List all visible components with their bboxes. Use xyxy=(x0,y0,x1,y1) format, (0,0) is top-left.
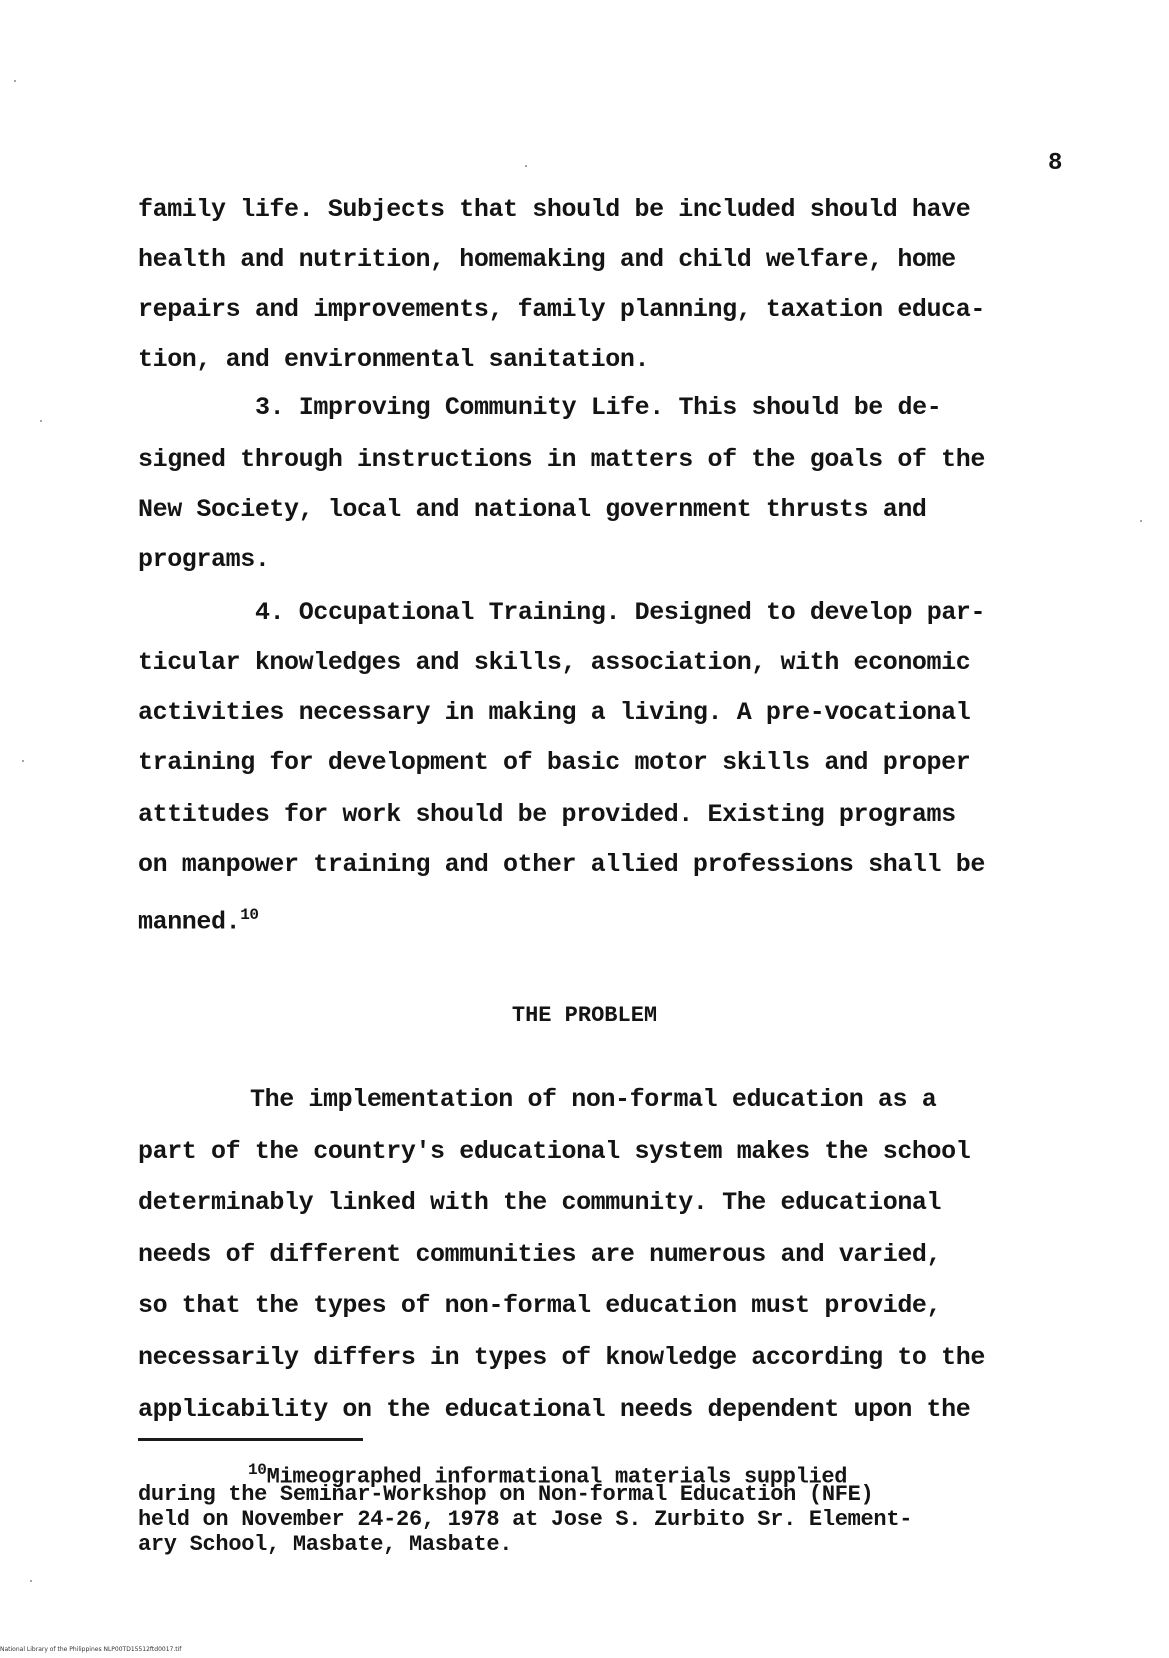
body-line: part of the country's educational system makes the school xyxy=(138,1137,971,1166)
body-line: New Society, local and national government thrusts and xyxy=(138,495,927,524)
scan-speck xyxy=(1140,520,1142,522)
footnote-divider xyxy=(138,1438,363,1441)
scan-speck xyxy=(525,165,527,167)
body-line: signed through instructions in matters of the goals of the xyxy=(138,445,985,474)
body-line: 3. Improving Community Life. This should be de- xyxy=(255,393,942,422)
scan-speck xyxy=(40,420,42,422)
body-line: tion, and environmental sanitation. xyxy=(138,345,650,374)
scan-speck xyxy=(30,1580,32,1582)
body-line: ticular knowledges and skills, association, with economic xyxy=(138,648,971,677)
body-line: determinably linked with the community. The educational xyxy=(138,1188,942,1217)
body-text: manned. xyxy=(138,907,241,937)
body-line: family life. Subjects that should be included should have xyxy=(138,195,971,224)
footnote-reference: 10 xyxy=(240,906,259,924)
body-line: so that the types of non-formal education must provide, xyxy=(138,1291,942,1320)
scan-speck xyxy=(14,80,16,82)
scan-label: National Library of the Philippines NLP00TD15512ftd0017.tif xyxy=(0,1646,182,1653)
footnote-number: 10 xyxy=(248,1461,267,1479)
body-line: attitudes for work should be provided. Existing programs xyxy=(138,800,956,829)
body-line: needs of different communities are numerous and varied, xyxy=(138,1240,942,1269)
footnote-line: held on November 24-26, 1978 at Jose S. Zurbito Sr. Element- xyxy=(138,1507,913,1532)
body-line: The implementation of non-formal education as a xyxy=(250,1085,937,1114)
body-line: activities necessary in making a living. A pre-vocational xyxy=(138,698,971,727)
body-line: training for development of basic motor skills and proper xyxy=(138,748,971,777)
body-line: 4. Occupational Training. Designed to develop par- xyxy=(255,598,986,627)
footnote-line: ary School, Masbate, Masbate. xyxy=(138,1532,513,1557)
section-heading: THE PROBLEM xyxy=(511,1003,658,1028)
body-line xyxy=(138,900,1058,937)
footnote-line: during the Seminar-Workshop on Non-formal Education (NFE) xyxy=(138,1482,874,1507)
page-number: 8 xyxy=(1048,150,1063,177)
body-line: repairs and improvements, family planning, taxation educa- xyxy=(138,295,985,324)
scan-speck xyxy=(22,760,24,762)
body-line: necessarily differs in types of knowledge according to the xyxy=(138,1343,985,1372)
body-line: on manpower training and other allied professions shall be xyxy=(138,850,985,879)
body-line: applicability on the educational needs dependent upon the xyxy=(138,1395,971,1424)
body-line: health and nutrition, homemaking and child welfare, home xyxy=(138,245,956,274)
body-line: programs. xyxy=(138,545,270,574)
footnote-text: Mimeographed informational materials supplied xyxy=(266,1464,848,1490)
